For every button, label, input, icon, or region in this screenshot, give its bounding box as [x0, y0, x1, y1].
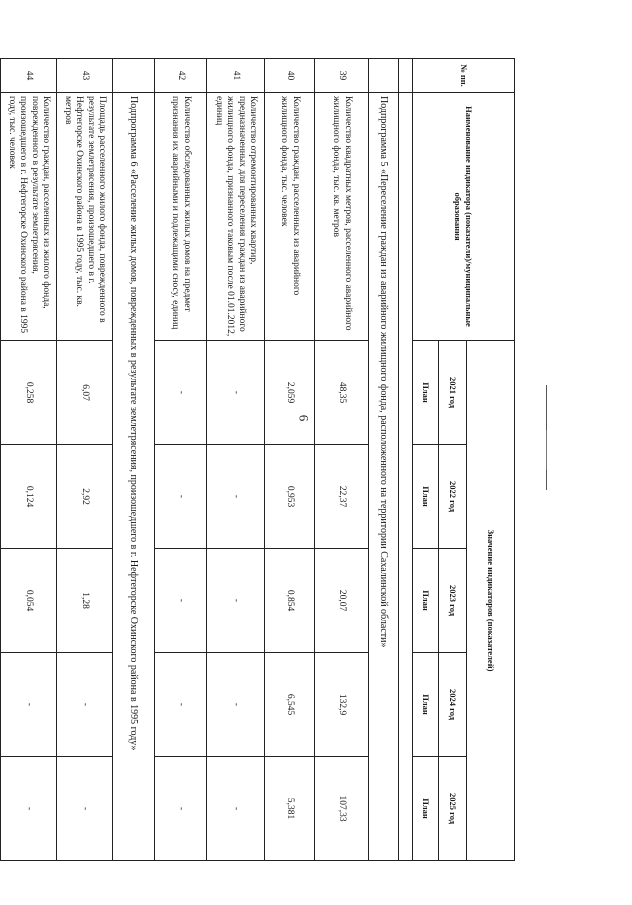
- row-number: 43: [57, 59, 113, 93]
- table-row: [207, 59, 265, 861]
- header-year: 2021 год: [439, 341, 467, 445]
- table-row: [155, 59, 207, 861]
- header-plan: План: [413, 549, 439, 653]
- value-cell: 6,545: [265, 653, 315, 757]
- value-cell: -: [57, 653, 113, 757]
- value-cell: -: [155, 757, 207, 861]
- value-cell: 5,381: [265, 757, 315, 861]
- value-cell: 107,33: [315, 757, 369, 861]
- value-cell: 48,35: [315, 341, 369, 445]
- indicator-name: Количество обследованных жилых домов на предмет признания их аварийными и подлежащими сносу, единиц: [155, 93, 207, 341]
- value-cell: 1,28: [57, 549, 113, 653]
- header-number: № пп.: [413, 59, 515, 93]
- header-year: 2024 год: [439, 653, 467, 757]
- indicator-name: Площадь расселенного жилого фонда, поврежденного в результате землетрясения, произошедшего в г. Нефтегорске Охинского района в 1995 году, тыс. кв. метров: [57, 93, 113, 341]
- value-cell: -: [1, 653, 57, 757]
- subprogram-row: [113, 59, 155, 861]
- value-cell: 22,37: [315, 445, 369, 549]
- spacer-row: [399, 59, 413, 861]
- header-indicator-name: Наименование индикатора (показатели)/муниципальные образования: [413, 93, 515, 341]
- value-cell: -: [207, 445, 265, 549]
- value-cell: 0,258: [1, 341, 57, 445]
- row-number: 39: [315, 59, 369, 93]
- header-plan: План: [413, 757, 439, 861]
- indicator-name: Количество квадратных метров, расселенного аварийного жилищного фонда, тыс. кв. метров: [315, 93, 369, 341]
- row-number: 40: [265, 59, 315, 93]
- value-cell: 20,07: [315, 549, 369, 653]
- indicator-name: Количество отремонтированных квартир, предназначенных для переселения граждан из аварийного жилищного фонда, признанного таковым после 01.01.2012, единиц: [207, 93, 265, 341]
- table-row: [265, 59, 315, 861]
- indicator-table: [0, 58, 515, 861]
- value-cell: -: [155, 445, 207, 549]
- subprogram-title: Подпрограмма 5 «Переселение граждан из аварийного жилищного фонда, расположенного на территории Сахалинской области»: [369, 93, 399, 861]
- value-cell: -: [1, 757, 57, 861]
- header-year: 2022 год: [439, 445, 467, 549]
- row-number: 41: [207, 59, 265, 93]
- value-cell: 6,07: [57, 341, 113, 445]
- value-cell: -: [155, 549, 207, 653]
- page-number: 6: [296, 414, 312, 422]
- header-plan: План: [413, 653, 439, 757]
- table-row: [315, 59, 369, 861]
- indicator-name: Количество граждан, расселенных из аварийного жилищного фонда, тыс. человек: [265, 93, 315, 341]
- table-row: [1, 59, 57, 861]
- header-values: Значение индикаторов (показателей): [467, 341, 515, 861]
- value-cell: -: [155, 653, 207, 757]
- value-cell: -: [207, 549, 265, 653]
- value-cell: 2,92: [57, 445, 113, 549]
- value-cell: 0,953: [265, 445, 315, 549]
- scan-line: [546, 430, 547, 470]
- header-plan: План: [413, 341, 439, 445]
- value-cell: -: [57, 757, 113, 861]
- header-year: 2025 год: [439, 757, 467, 861]
- header-year: 2023 год: [439, 549, 467, 653]
- value-cell: -: [207, 341, 265, 445]
- value-cell: 0,054: [1, 549, 57, 653]
- header-plan: План: [413, 445, 439, 549]
- value-cell: 2,059: [265, 341, 315, 445]
- value-cell: 0,854: [265, 549, 315, 653]
- value-cell: 132,9: [315, 653, 369, 757]
- indicator-name: Количество граждан, расселенных из жилого фонда, поврежденного в результате землетрясения, произошедшего в г. Нефтегорске Охинского района в 1995 году, тыс. человек: [1, 93, 57, 341]
- row-number: 42: [155, 59, 207, 93]
- value-cell: -: [207, 653, 265, 757]
- row-number: 44: [1, 59, 57, 93]
- table-row: [57, 59, 113, 861]
- subprogram-row: [369, 59, 399, 861]
- value-cell: 0,124: [1, 445, 57, 549]
- value-cell: -: [155, 341, 207, 445]
- value-cell: -: [207, 757, 265, 861]
- rotated-table-container: [7, 58, 515, 860]
- subprogram-title: Подпрограмма 6 «Расселение жилых домов, поврежденных в результате землетрясения, произошедшего в г. Нефтегорске Охинского района в 1995 году»: [113, 93, 155, 861]
